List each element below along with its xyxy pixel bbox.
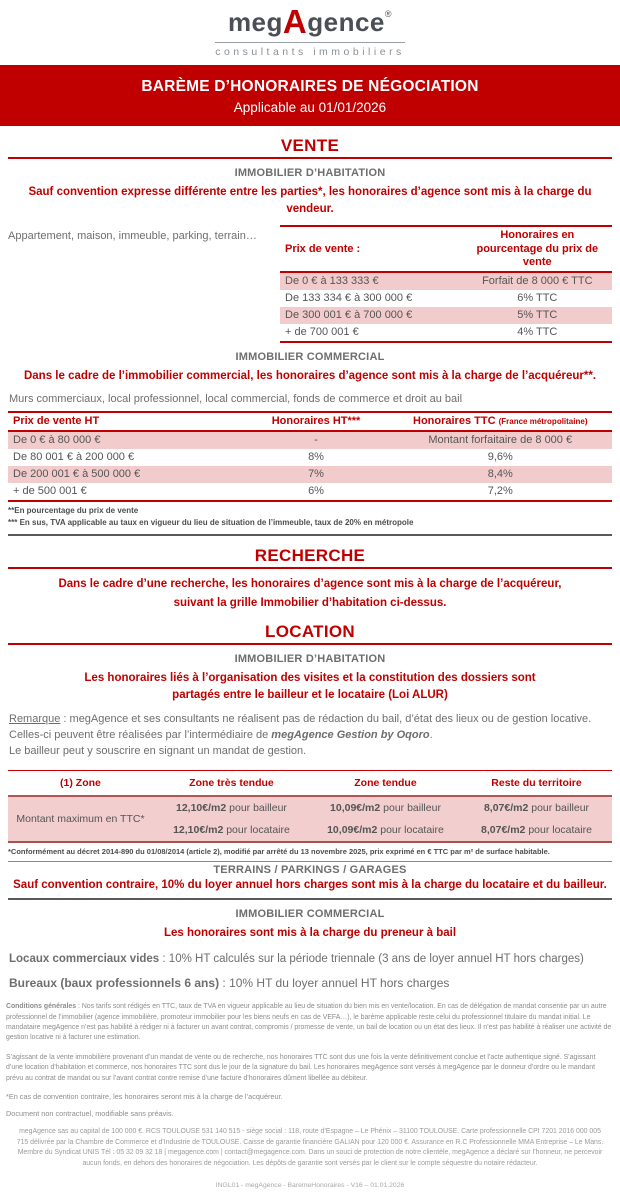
column-header-note: (France métropolitaine) [498,416,588,426]
column-header: Honoraires HT*** [271,414,361,427]
column-header: Prix de vente HT [13,414,100,427]
heading-vente-habitation: IMMOBILIER D’HABITATION [234,167,386,179]
table-cell: De 0 € à 133 333 € [285,275,379,288]
table-cell: Forfait de 8 000 € TTC [482,275,593,288]
table-cell: 9,6% [487,451,513,464]
table-cell: 7% [308,468,324,481]
remark-text: Le bailleur peut y souscrire en signant un mandat de gestion. [9,744,307,757]
footnote-zones: *Conformément au décret 2014-890 du 01/08/2014 (article 2), modifié par arrêté du 13 novembre 2025, prix exprimé en € TTC par m² de surface habitable. [8,847,550,857]
section-title-recherche: RECHERCHE [254,545,366,565]
logo-part-meg: meg [227,7,283,37]
notice-line: suivant la grille Immobilier d’habitation ci-dessus. [173,597,447,610]
zone-value-cell: 12,10€/m2 pour bailleur [176,802,287,815]
bureaux-label: Bureaux (baux professionnels 6 ans) [9,976,220,991]
logo [0,0,620,60]
table-header-row [8,771,612,797]
logo-part-gence: gence [307,7,385,37]
vente-habitation-table [280,225,612,343]
vente-commercial-intro: Murs commerciaux, local professionnel, local commercial, fonds de commerce et droit au bail [9,392,463,405]
table-row [8,431,612,449]
notice-line: Dans le cadre d’une recherche, les honoraires d’agence sont mis à la charge de l’acquéreur, [58,577,562,590]
table-cell: 6% [308,485,324,498]
zones-table [8,770,612,843]
zone-value-cell: 10,09€/m2 pour locataire [327,824,444,837]
footer-note-1: *En cas de convention contraire, les honoraires seront mis à la charge de l’acquéreur. [6,1091,283,1101]
table-header-row [280,226,612,272]
footnote-line: *** En sus, TVA applicable au taux en vigueur du lieu de situation de l’immeuble, taux de 20% en métropole [8,517,414,527]
remark-label: Remarque [9,713,61,726]
locaux-text: : 10% HT calculés sur la période triennale (3 ans de loyer annuel HT hors charges) [159,952,584,965]
table-cell: 7,2% [487,485,513,498]
table-cell: - [314,434,318,447]
table-cell: 8,4% [487,468,513,481]
table-cell: 4% TTC [517,326,558,339]
table-row [8,449,612,466]
notice-vente-commercial: Dans le cadre de l’immobilier commercial, les honoraires d’agence sont mis à la charge de l’acquéreur**. [23,369,597,382]
table-cell: 8% [308,451,324,464]
table-cell: De 80 001 € à 200 000 € [13,451,135,464]
column-header: Prix de vente : [285,242,361,255]
column-header: Zone tendue [354,777,417,790]
footnote-commercial [0,505,620,529]
section-rule [8,567,612,569]
section-rule [8,157,612,159]
table-row [8,466,612,483]
remark-text: . [429,729,433,742]
banner-subtitle: Applicable au 01/01/2026 [233,100,387,115]
notice-location-commercial: Les honoraires sont mis à la charge du preneur à bail [163,927,457,940]
zone-row-label: Montant maximum en TTC* [16,813,145,826]
column-header [389,412,613,431]
conditions-text: : Nos tarifs sont rédigés en TTC, taux de TVA en vigueur applicable au lieu de situation du bien mis en vente/location. En cas de délégation de mandat consentie par un autre professionnel de l’immobilier (agence immobilière, promoteur immobilier pour les biens neufs en cas de VEFA…), le barème applicable reste celui du professionnel titulaire du mandat initial. Le mandataire megAgence n’est pas habilité à rédiger ni à facturer un avant contrat, compromis / promesse de vente, un bail de location ou un état des lieux. Il n’est pas habilité à réaliser une activité de gestion locative ni à facturer une estimation. [6,1003,612,1042]
zones-table-body [8,796,612,842]
bureaux-line [0,976,620,990]
vente-habitation-block [0,225,620,343]
table-header-row [8,412,612,431]
vente-commercial-table [8,411,612,502]
locaux-label: Locaux commerciaux vides [9,952,160,965]
light-divider [8,861,612,862]
logo-part-a: A [282,3,308,40]
footer-note-2: Document non contractuel, modifiable sans préavis. [6,1108,174,1118]
vente-habitation-intro: Appartement, maison, immeuble, parking, terrain… [8,230,257,243]
column-header: Zone très tendue [189,777,274,790]
banner-title: BARÈME D’HONORAIRES DE NÉGOCIATION [141,78,479,95]
notice-line: Les honoraires liés à l’organisation des visites et la constitution des dossiers sont [84,672,536,685]
remark-bold: megAgence Gestion by Oqoro [271,729,430,742]
table-row [8,483,612,501]
heading-location-commercial: IMMOBILIER COMMERCIAL [235,908,385,921]
notice-line: partagés entre le bailleur et le locataire (Loi ALUR) [172,688,448,701]
notice-location-habitation [0,670,620,703]
table-row [8,796,612,819]
bureaux-text: : 10% HT du loyer annuel HT hors charges [219,976,450,991]
table-row [280,307,612,324]
table-cell: De 0 € à 80 000 € [13,434,101,447]
section-title-location: LOCATION [265,622,355,642]
table-row [280,290,612,307]
section-title-vente: VENTE [280,136,340,155]
logo-tagline: consultants immobiliers [215,42,405,58]
column-header: Reste du territoire [491,777,582,790]
footnote-line: **En pourcentage du prix de vente [8,505,139,515]
section-divider [8,898,612,900]
heading-vente-commercial: IMMOBILIER COMMERCIAL [235,350,385,363]
remark-text: : megAgence et ses consultants ne réalisent pas de rédaction du bail, d’état des lieux ou de gestion locative. Celles-ci peuvent être réalisées par l’intermédiaire de [9,713,592,742]
table-cell: + de 700 001 € [285,326,359,339]
document-reference: INGL01 - megAgence - BaremeHonoraires - V16 – 01.01.2026 [215,1181,405,1189]
zone-value-cell: 8,07€/m2 pour locataire [481,824,592,837]
vente-habitation-table-body [280,272,612,342]
zone-value-cell: 8,07€/m2 pour bailleur [483,802,590,815]
conditions-label: Conditions générales [6,1003,77,1011]
heading-location-habitation: IMMOBILIER D’HABITATION [234,653,386,666]
locaux-line [0,953,620,965]
registered-mark-icon: ® [384,9,393,19]
table-cell: De 133 334 € à 300 000 € [285,292,413,305]
vente-commercial-table-body [8,431,612,501]
zone-value-cell: 10,09€/m2 pour bailleur [330,802,441,815]
table-row [280,272,612,290]
table-row [280,324,612,342]
megagence-logo [0,5,620,38]
column-header: (1) Zone [60,777,101,790]
table-cell: De 300 001 € à 700 000 € [285,309,413,322]
zone-value-cell: 12,10€/m2 pour locataire [173,824,290,837]
conditions-generales [0,1002,620,1043]
table-cell: + de 500 001 € [13,485,87,498]
table-cell: De 200 001 € à 500 000 € [13,468,141,481]
table-cell: Montant forfaitaire de 8 000 € [428,434,573,447]
column-header-main: Honoraires TTC [413,414,496,427]
table-cell: 5% TTC [517,309,558,322]
table-cell: 6% TTC [517,292,558,305]
title-banner [0,65,620,126]
section-divider [8,534,612,536]
remark-paragraph [0,712,620,759]
section-rule [8,643,612,645]
heading-terrains: TERRAINS / PARKINGS / GARAGES [213,863,407,876]
conditions-paragraph-2: S’agissant de la vente immobilière provenant d’un mandat de vente ou de recherche, nos honoraires TTC sont dus une fois la vente définitivement conclue et l’acte authentique signé. S’agissant d’une location d’habitation et commerce, nos honoraires TTC sont dus le jour de la signature du bail. Les honoraires megAgence sont versés à megAgence par le donneur d’ordre ou le mandant prévu au contrat de mandat ou sur l’avant contrat contre remise d’une facture d’honoraires dûment libellée au débiteur. [6,1053,596,1082]
notice-terrains: Sauf convention contraire, 10% du loyer annuel hors charges sont mis à la charge du locataire et du bailleur. [13,878,607,891]
notice-recherche [0,576,620,612]
notice-vente-habitation: Sauf convention expresse différente entre les parties*, les honoraires d’agence sont mis à la charge du vendeur. [28,186,592,215]
column-header: Honoraires en pourcentage du prix de vente [476,229,599,268]
legal-paragraph: megAgence sas au capital de 100 000 €. RCS TOULOUSE 531 140 515 - siège social : 118, route d’Espagne – Le Phénix – 31100 TOULOUSE. Carte professionnelle CPI 7201 2016 000 005 715 délivrée par la Chambre de Commerce et d’Industrie de TOULOUSE. Caisse de garantie financière GALIAN pour 120 000 €. Assurance en R.C Professionnelle MMA Entreprise – Le Mans. Membre du Syndicat UNIS Tél : 05 32 09 32 18 | megagence.com | contact@megagence.com. Dans un souci de protection de notre clientèle, megAgence a déclaré sur l’honneur, ne percevoir aucun fonds, en dehors des honoraires de négociation. Les dépôts de garantie sont versés par le client sur le compte séquestre du notaire rédacteur. [16,1127,604,1167]
